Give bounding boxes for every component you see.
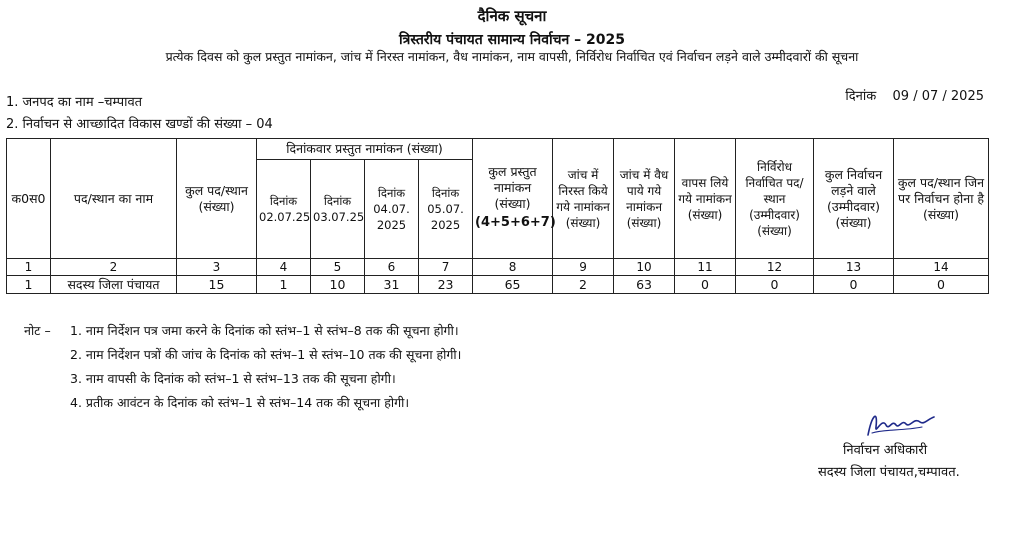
header-date-4: दिनांक 05.07. 2025 <box>419 160 473 259</box>
janpad-name: 1. जनपद का नाम –चम्पावत <box>6 95 143 110</box>
cell-withdrawn: 0 <box>675 276 736 294</box>
column-number: 1 <box>7 259 51 276</box>
column-number: 2 <box>51 259 177 276</box>
notice-title: दैनिक सूचना <box>477 7 547 25</box>
cell-date-1: 1 <box>257 276 311 294</box>
notice-description: प्रत्येक दिवस को कुल प्रस्तुत नामांकन, जांच में निरस्त नामांकन, वैध नामांकन, नाम वापसी, निर्विरोध निर्वाचित एवं निर्वाचन लड़ने वाले उम्मीदवारों की सूचना <box>165 49 859 64</box>
officer-designation: निर्वाचन अधिकारी <box>843 443 928 458</box>
header-date-2: दिनांक 03.07.25 <box>311 160 365 259</box>
column-number: 6 <box>365 259 419 276</box>
header-serial: क0स0 <box>7 139 51 259</box>
cell-contesting: 0 <box>814 276 894 294</box>
note-item: 2. नाम निर्देशन पत्रों की जांच के दिनांक को स्तंभ–1 से स्तंभ–10 तक की सूचना होगी। <box>70 347 462 362</box>
header-rejected: जांच में निरस्त किये गये नामांकन (संख्या) <box>553 139 614 259</box>
header-valid: जांच में वैध पाये गये नामांकन (संख्या) <box>614 139 675 259</box>
total-nominations-formula: (4+5+6+7) <box>475 214 556 230</box>
column-number: 5 <box>311 259 365 276</box>
column-number: 8 <box>473 259 553 276</box>
cell-rejected: 2 <box>553 276 614 294</box>
cell-date-2: 10 <box>311 276 365 294</box>
column-number: 3 <box>177 259 257 276</box>
cell-date-4: 23 <box>419 276 473 294</box>
header-date-1: दिनांक 02.07.25 <box>257 160 311 259</box>
cell-unopposed: 0 <box>736 276 814 294</box>
column-number-row <box>7 259 989 276</box>
header-to-be-elected: कुल पद/स्थान जिन पर निर्वाचन होना है (संख्या) <box>894 139 989 259</box>
election-subtitle: त्रिस्तरीय पंचायत सामान्य निर्वाचन – 2025 <box>399 32 625 48</box>
header-total-nominations <box>473 139 556 259</box>
note-item: 1. नाम निर्देशन पत्र जमा करने के दिनांक को स्तंभ–1 से स्तंभ–8 तक की सूचना होगी। <box>70 323 459 338</box>
officer-office: सदस्य जिला पंचायत,चम्पावत. <box>818 465 960 480</box>
cell-serial: 1 <box>7 276 51 294</box>
header-unopposed: निर्विरोध निर्वाचित पद/स्थान (उम्मीदवार) (संख्या) <box>736 139 814 259</box>
cell-post-name: सदस्य जिला पंचायत <box>51 276 177 294</box>
header-withdrawn: वापस लिये गये नामांकन (संख्या) <box>675 139 736 259</box>
notes-label: नोट – <box>24 323 51 338</box>
header-date-3: दिनांक 04.07. 2025 <box>365 160 419 259</box>
column-number: 14 <box>894 259 989 276</box>
cell-total-posts: 15 <box>177 276 257 294</box>
header-post-name: पद/स्थान का नाम <box>51 139 177 259</box>
column-number: 13 <box>814 259 894 276</box>
cell-to-be-elected: 0 <box>894 276 989 294</box>
column-number: 7 <box>419 259 473 276</box>
cell-total-nominations: 65 <box>473 276 553 294</box>
header-total-posts: कुल पद/स्थान (संख्या) <box>177 139 257 259</box>
column-number: 4 <box>257 259 311 276</box>
nomination-summary-table <box>6 138 989 294</box>
column-number: 12 <box>736 259 814 276</box>
header-contesting: कुल निर्वाचन लड़ने वाले (उम्मीदवार) (संख्या) <box>814 139 894 259</box>
header-datewise-nominations: दिनांकवार प्रस्तुत नामांकन (संख्या) <box>257 139 473 160</box>
signature-icon <box>862 405 942 441</box>
column-number: 10 <box>614 259 675 276</box>
date-value: 09 / 07 / 2025 <box>892 89 984 104</box>
notice-date <box>845 86 984 104</box>
note-item: 4. प्रतीक आवंटन के दिनांक को स्तंभ–1 से स्तंभ–14 तक की सूचना होगी। <box>70 395 410 410</box>
column-number: 9 <box>553 259 614 276</box>
column-number: 11 <box>675 259 736 276</box>
note-item: 3. नाम वापसी के दिनांक को स्तंभ–1 से स्तंभ–13 तक की सूचना होगी। <box>70 371 396 386</box>
cell-date-3: 31 <box>365 276 419 294</box>
table-row <box>7 276 989 294</box>
cell-valid: 63 <box>614 276 675 294</box>
development-blocks-count: 2. निर्वाचन से आच्छादित विकास खण्डों की संख्या – 04 <box>6 117 273 132</box>
date-label: दिनांक <box>845 89 877 104</box>
total-nominations-label: कुल प्रस्तुत नामांकन (संख्या) <box>488 163 537 211</box>
